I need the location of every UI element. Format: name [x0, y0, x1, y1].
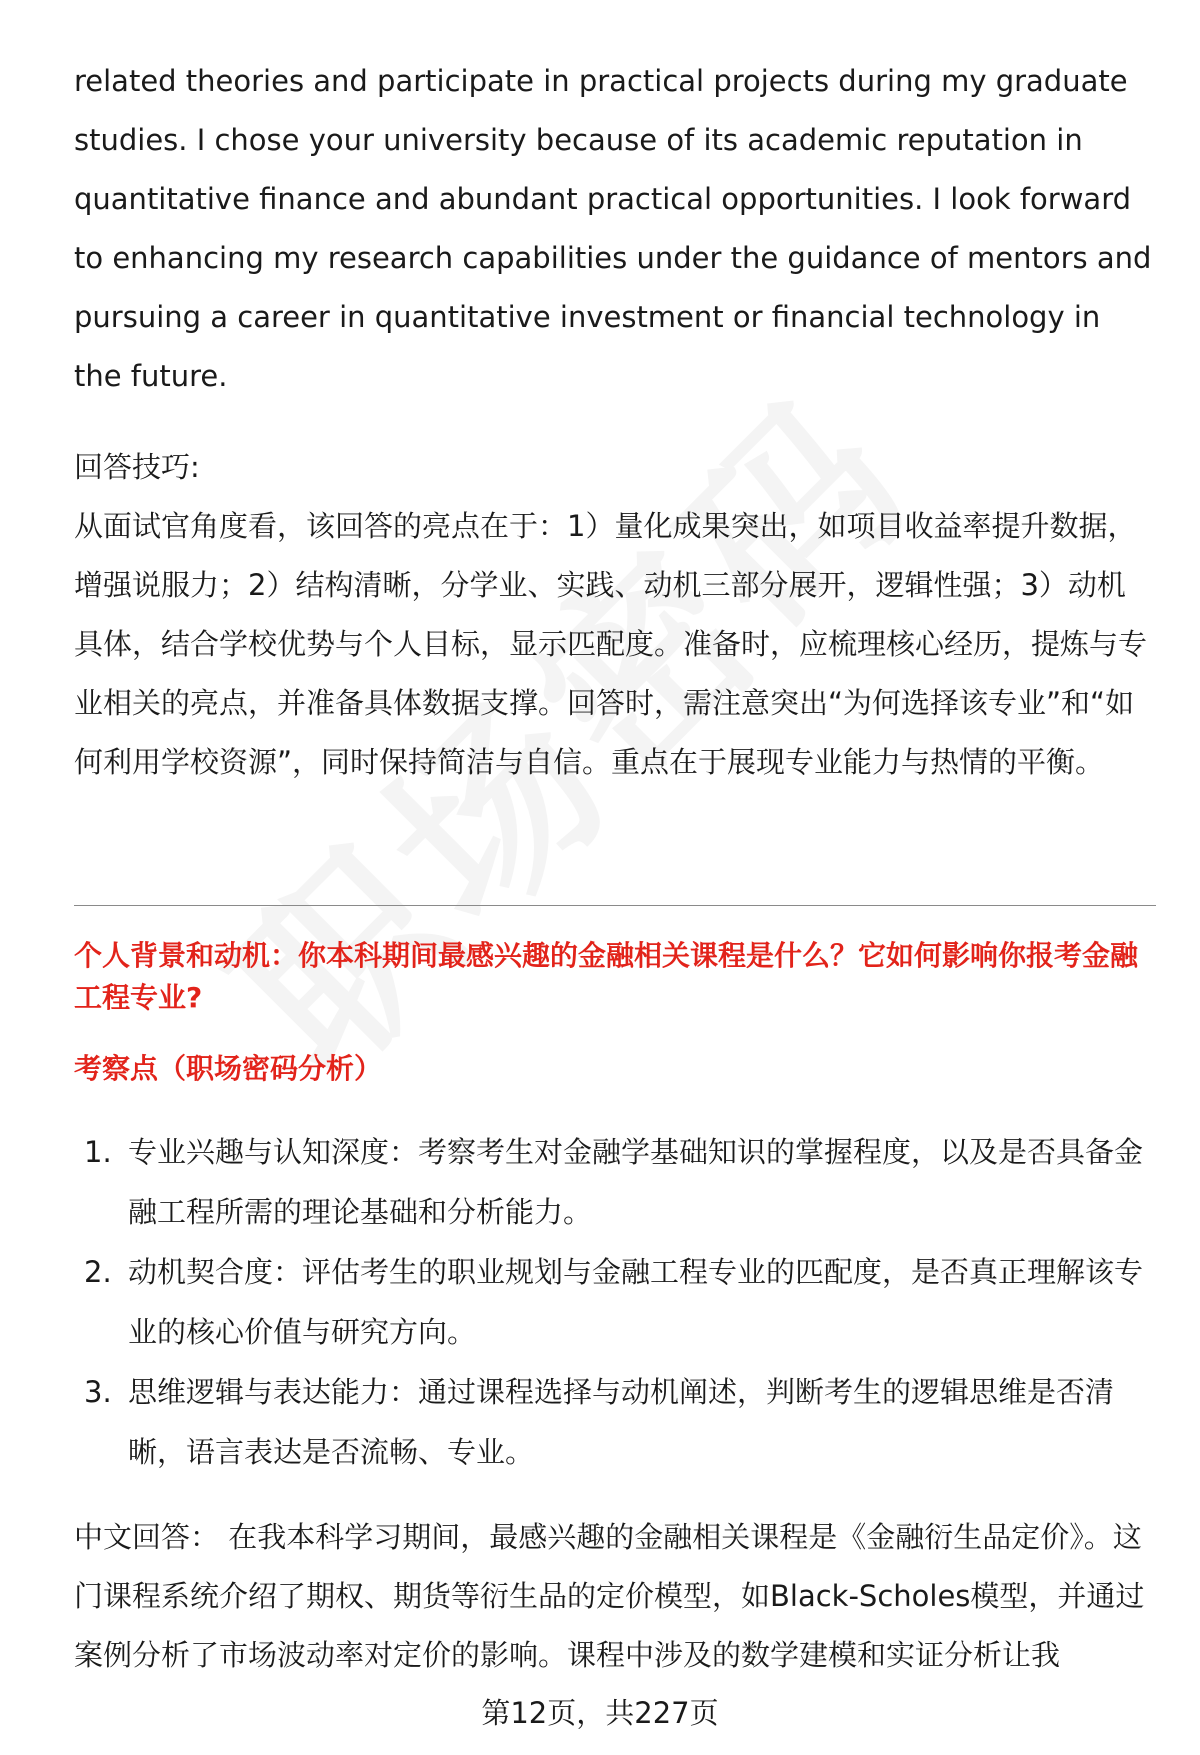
focus-points-list [74, 1122, 1164, 1482]
list-item [74, 1122, 1164, 1242]
list-item-text: 思维逻辑与表达能力：通过课程选择与动机阐述，判断考生的逻辑思维是否清晰，语言表达是否流畅、专业。 [128, 1375, 1115, 1469]
question-heading: 个人背景和动机：你本科期间最感兴趣的金融相关课程是什么？它如何影响你报考金融工程专业? [74, 939, 1139, 1014]
tips-label: 回答技巧: [74, 450, 200, 484]
intro-paragraph: related theories and participate in practical projects during my graduate studies. I chose your university because of its academic reputation in quantitative finance and abundant practical opportunities. I look forward to enhancing my research capabilities under the guidance of mentors and pursuing a career in quantitative investment or financial technology in the future. [74, 64, 1152, 393]
focus-points-heading: 考察点（职场密码分析） [74, 1052, 383, 1085]
tips-paragraph: 从面试官角度看，该回答的亮点在于：1）量化成果突出，如项目收益率提升数据，增强说服力；2）结构清晰，分学业、实践、动机三部分展开，逻辑性强；3）动机具体，结合学校优势与个人目标，显示匹配度。准备时，应梳理核心经历，提炼与专业相关的亮点，并准备具体数据支撑。回答时，需注意突出“为何选择该专业”和“如何利用学校资源”，同时保持简洁与自信。重点在于展现专业能力与热情的平衡。 [74, 509, 1148, 779]
list-item-number: 1. [84, 1135, 112, 1169]
list-item-number: 3. [84, 1375, 112, 1409]
list-item-number: 2. [84, 1255, 112, 1289]
answer-paragraph: 中文回答： 在我本科学习期间，最感兴趣的金融相关课程是《金融衍生品定价》。这门课程系统介绍了期权、期货等衍生品的定价模型，如Black-Scholes模型，并通过案例分析了市场波动率对定价的影响。课程中涉及的数学建模和实证分析让我 [74, 1520, 1145, 1672]
list-item-text: 专业兴趣与认知深度：考察考生对金融学基础知识的掌握程度，以及是否具备金融工程所需的理论基础和分析能力。 [128, 1135, 1144, 1229]
list-item [74, 1242, 1164, 1362]
page-number-footer: 第12页，共227页 [481, 1696, 719, 1730]
section-divider [74, 905, 1156, 906]
list-item [74, 1362, 1164, 1482]
list-item-text: 动机契合度：评估考生的职业规划与金融工程专业的匹配度，是否真正理解该专业的核心价值与研究方向。 [128, 1255, 1144, 1349]
